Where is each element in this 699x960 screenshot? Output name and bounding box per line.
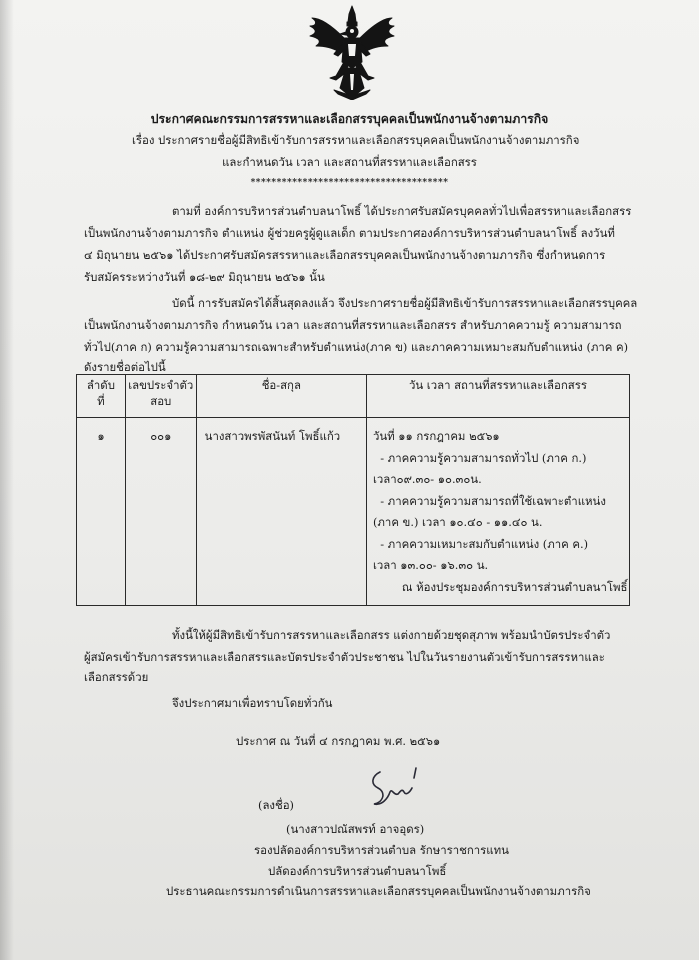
schedule-line: ณ ห้องประชุมองค์การบริหารส่วนตำบลนาโพธิ์	[372, 579, 628, 594]
schedule-line: เวลา ๑๓.๐๐- ๑๖.๓๐ น.	[372, 558, 489, 572]
candidate-table	[76, 374, 630, 606]
header-order-line1: ลำดับ	[86, 378, 115, 392]
subject-line-2: และกำหนดวัน เวลา และสถานที่สรรหาและเลือกสรร	[222, 155, 477, 169]
table-header-row	[77, 375, 630, 418]
garuda-emblem-icon	[306, 4, 398, 100]
header-order-line2: ที่	[97, 394, 105, 408]
cell-name: นางสาวพรพัสนันท์ โพธิ์แก้ว	[196, 418, 366, 606]
header-name: ชื่อ-สกุล	[196, 375, 366, 418]
signatory-position-1: รองปลัดองค์การบริหารส่วนตำบล รักษาราชการแทน	[254, 843, 509, 857]
header-order	[77, 375, 126, 418]
signatory-name: (นางสาวปณัสพรท์ อาจอุดร)	[286, 822, 425, 836]
para3-line3: เลือกสรรด้วย	[84, 670, 149, 684]
dated-line: ประกาศ ณ วันที่ ๔ กรกฎาคม พ.ศ. ๒๕๖๑	[236, 734, 441, 748]
signatory-position-2: ปลัดองค์การบริหารส่วนตำบลนาโพธิ์	[268, 864, 447, 878]
para1-line1: ตามที่ องค์การบริหารส่วนตำบลนาโพธิ์ ได้ประกาศรับสมัครบุคคลทั่วไปเพื่อสรรหาและเลือกสรร	[172, 204, 632, 218]
subject-line-1: เรื่อง ประกาศรายชื่อผู้มีสิทธิเข้ารับการสรรหาและเลือกสรรบุคคลเป็นพนักงานจ้างตามภารกิจ	[132, 133, 580, 147]
header-exam-number-line1: เลขประจำตัว	[128, 378, 194, 392]
signature-label: (ลงชื่อ)	[258, 798, 295, 812]
header-exam-number-line2: สอบ	[150, 394, 172, 408]
para2-line1: บัดนี้ การรับสมัครได้สิ้นสุดลงแล้ว จึงประกาศรายชื่อผู้มีสิทธิเข้ารับการสรรหาและเลือกสรรบุคคล	[172, 296, 638, 310]
schedule-line: - ภาคความเหมาะสมกับตำแหน่ง (ภาค ค.)	[372, 536, 589, 551]
cell-schedule	[366, 418, 629, 606]
handwritten-signature	[366, 762, 426, 812]
para1-line4: รับสมัครระหว่างวันที่ ๑๘-๒๙ มิถุนายน ๒๕๖๑ นั้น	[84, 270, 325, 284]
para1-line3: ๔ มิถุนายน ๒๕๖๑ ได้ประกาศรับสมัครสรรหาและเลือกสรรบุคคลเป็นพนักงานจ้างตามภารกิจ ซึ่งกำหนดการ	[84, 248, 606, 262]
header-separator: **************************************	[250, 178, 449, 188]
schedule-line: - ภาคความรู้ความสามารถทั่วไป (ภาค ก.)	[372, 450, 587, 465]
cell-exam-number: ๐๐๑	[125, 418, 196, 606]
document-title: ประกาศคณะกรรมการสรรหาและเลือกสรรบุคคลเป็นพนักงานจ้างตามภารกิจ	[150, 112, 549, 126]
header-exam-number	[125, 375, 196, 418]
signatory-position-3: ประธานคณะกรรมการดำเนินการสรรหาและเลือกสรรบุคคลเป็นพนักงานจ้างตามภารกิจ	[166, 884, 591, 898]
page-edge-shadow	[0, 0, 14, 960]
para2-line2: เป็นพนักงานจ้างตามภารกิจ กำหนดวัน เวลา และสถานที่สรรหาและเลือกสรร สำหรับภาคความรู้ ความสามารถ	[84, 318, 622, 332]
schedule-line: เวลา๐๙.๓๐- ๑๐.๓๐น.	[372, 472, 482, 486]
header-schedule: วัน เวลา สถานที่สรรหาและเลือกสรร	[366, 375, 629, 418]
cell-order: ๑	[77, 418, 126, 606]
schedule-line: (ภาค ข.) เวลา ๑๐.๔๐ - ๑๑.๔๐ น.	[372, 515, 543, 529]
announcement-line: จึงประกาศมาเพื่อทราบโดยทั่วกัน	[172, 696, 333, 710]
schedule-line: วันที่ ๑๑ กรกฎาคม ๒๕๖๑	[372, 429, 500, 443]
para2-line4: ดังรายชื่อต่อไปนี้	[84, 360, 166, 374]
para3-line2: ผู้สมัครเข้ารับการสรรหาและเลือกสรรและบัตรประจำตัวประชาชน ไปในวันรายงานตัวเข้ารับการสรรหาและ	[84, 650, 605, 664]
para3-line1: ทั้งนี้ให้ผู้มีสิทธิเข้ารับการสรรหาและเลือกสรร แต่งกายด้วยชุดสุภาพ พร้อมนำบัตรประจำตัว	[172, 628, 611, 642]
para2-line3: ทั่วไป(ภาค ก) ความรู้ความสามารถเฉพาะสำหรับตำแหน่ง(ภาค ข) และภาคความเหมาะสมกับตำแหน่ง (ภาค ค)	[84, 340, 629, 354]
table-row	[77, 418, 630, 606]
schedule-line: - ภาคความรู้ความสามารถที่ใช้เฉพาะตำแหน่ง	[372, 493, 606, 508]
para1-line2: เป็นพนักงานจ้างตามภารกิจ ตำแหน่ง ผู้ช่วยครูผู้ดูแลเด็ก ตามประกาศองค์การบริหารส่วนตำบลนาโพธิ์ ลงวันที่	[84, 226, 615, 240]
